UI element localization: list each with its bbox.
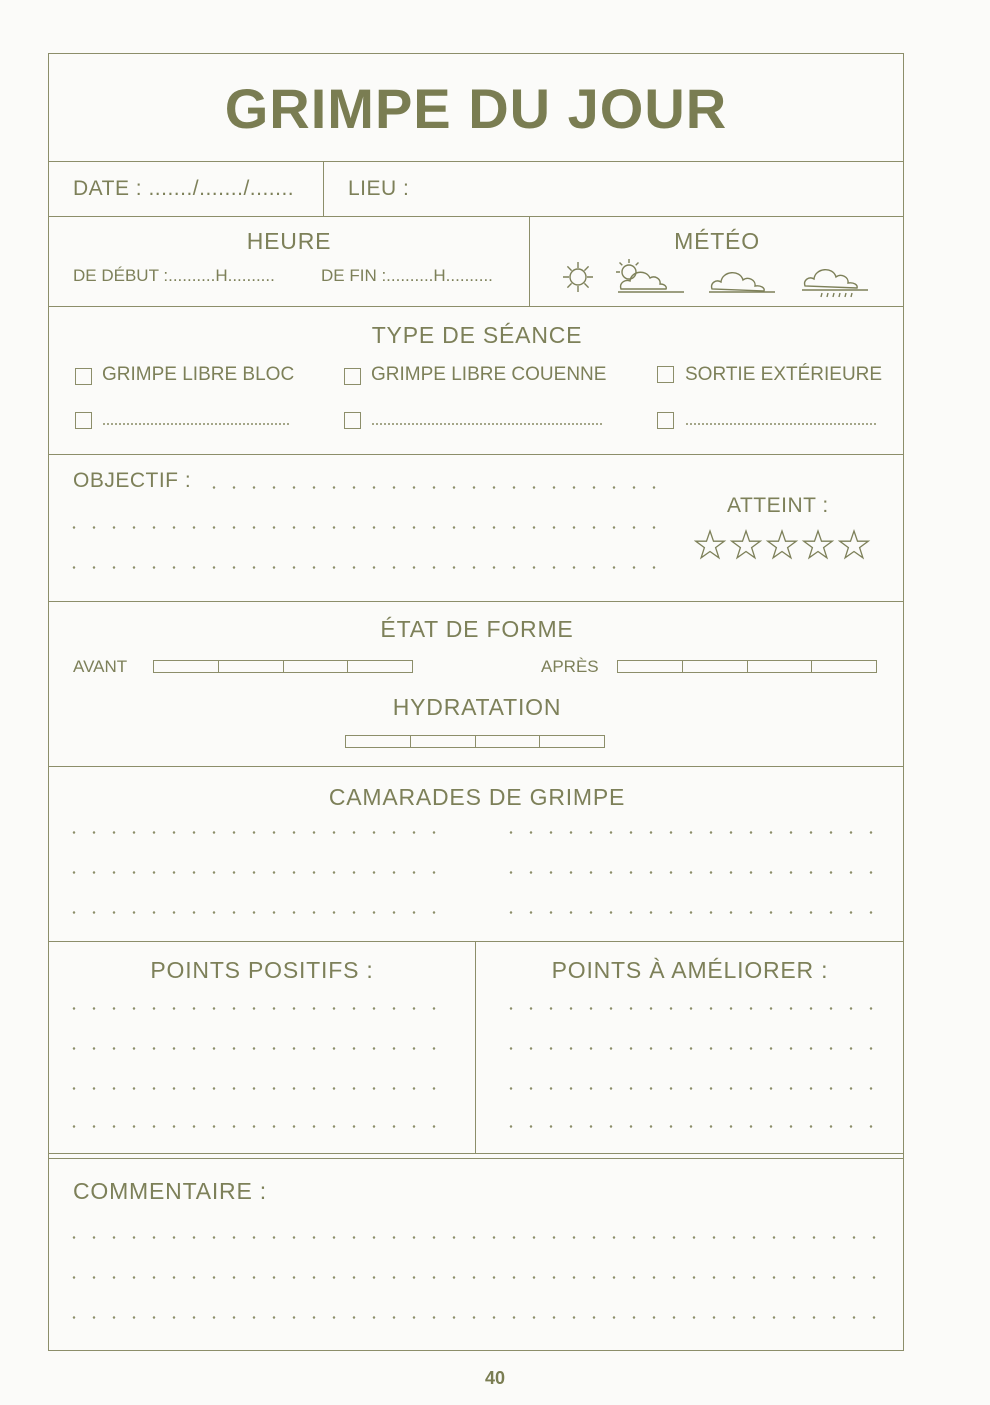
custom-seance-field-1[interactable] bbox=[102, 423, 290, 425]
cloud-icon[interactable] bbox=[707, 260, 779, 294]
positifs-line[interactable] bbox=[64, 1047, 444, 1050]
star-icon bbox=[840, 531, 869, 558]
custom-checkbox-3[interactable] bbox=[657, 412, 674, 429]
divider bbox=[49, 766, 903, 767]
points-positifs-heading: POINTS POSITIFS : bbox=[150, 957, 374, 983]
divider bbox=[49, 216, 903, 217]
positifs-line[interactable] bbox=[64, 1125, 444, 1128]
ameliorer-line[interactable] bbox=[501, 1047, 881, 1050]
hydratation-scale[interactable] bbox=[345, 735, 605, 748]
apres-scale[interactable] bbox=[617, 660, 877, 673]
camarades-line[interactable] bbox=[64, 911, 444, 914]
objectif-line-2[interactable] bbox=[64, 526, 664, 529]
commentaire-heading: COMMENTAIRE : bbox=[73, 1178, 267, 1204]
meteo-heading: MÉTÉO bbox=[674, 228, 760, 254]
bloc-label: GRIMPE LIBRE BLOC bbox=[102, 364, 295, 385]
divider bbox=[323, 161, 324, 217]
divider bbox=[49, 1158, 903, 1159]
custom-checkbox-1[interactable] bbox=[75, 412, 92, 429]
camarades-line[interactable] bbox=[64, 831, 444, 834]
star-icon bbox=[804, 531, 833, 558]
camarades-line[interactable] bbox=[501, 871, 881, 874]
objectif-line-1[interactable] bbox=[204, 486, 664, 489]
bloc-checkbox[interactable] bbox=[75, 368, 92, 385]
camarades-line[interactable] bbox=[501, 911, 881, 914]
camarades-line[interactable] bbox=[501, 831, 881, 834]
divider bbox=[49, 161, 903, 162]
ameliorer-line[interactable] bbox=[501, 1007, 881, 1010]
ameliorer-line[interactable] bbox=[501, 1087, 881, 1090]
heure-heading: HEURE bbox=[246, 228, 332, 254]
divider bbox=[49, 454, 903, 455]
sun-icon[interactable] bbox=[561, 260, 595, 294]
positifs-line[interactable] bbox=[64, 1087, 444, 1090]
star-icon bbox=[732, 531, 761, 558]
divider bbox=[49, 1153, 903, 1154]
points-ameliorer-heading: POINTS À AMÉLIORER : bbox=[551, 957, 829, 983]
rain-cloud-icon[interactable] bbox=[800, 259, 872, 299]
sun-cloud-icon[interactable] bbox=[615, 258, 687, 294]
objectif-label: OBJECTIF : bbox=[73, 469, 192, 492]
commentaire-line[interactable] bbox=[64, 1316, 884, 1319]
hydratation-heading: HYDRATATION bbox=[392, 694, 562, 720]
date-field[interactable]: DATE : ......./......./....... bbox=[73, 177, 295, 200]
avant-scale[interactable] bbox=[153, 660, 413, 673]
lieu-field[interactable]: LIEU : bbox=[348, 177, 410, 200]
star-icon bbox=[696, 531, 725, 558]
positifs-line[interactable] bbox=[64, 1007, 444, 1010]
ameliorer-line[interactable] bbox=[501, 1125, 881, 1128]
couenne-label: GRIMPE LIBRE COUENNE bbox=[371, 364, 607, 385]
apres-label: APRÈS bbox=[541, 657, 599, 676]
page-title: GRIMPE DU JOUR bbox=[224, 77, 728, 140]
custom-seance-field-2[interactable] bbox=[371, 423, 603, 425]
page-number: 40 bbox=[484, 1368, 506, 1388]
divider bbox=[49, 941, 903, 942]
forme-heading: ÉTAT DE FORME bbox=[380, 616, 574, 642]
commentaire-line[interactable] bbox=[64, 1276, 884, 1279]
objectif-line-3[interactable] bbox=[64, 566, 664, 569]
atteint-label: ATTEINT : bbox=[727, 494, 829, 517]
journal-form bbox=[48, 53, 904, 1351]
star-icon bbox=[768, 531, 797, 558]
camarades-heading: CAMARADES DE GRIMPE bbox=[328, 784, 626, 810]
custom-seance-field-3[interactable] bbox=[685, 423, 877, 425]
couenne-checkbox[interactable] bbox=[344, 368, 361, 385]
heure-debut-field[interactable]: DE DÉBUT :..........H.......... bbox=[73, 266, 275, 285]
camarades-line[interactable] bbox=[64, 871, 444, 874]
heure-fin-field[interactable]: DE FIN :..........H.......... bbox=[321, 266, 493, 285]
commentaire-line[interactable] bbox=[64, 1236, 884, 1239]
rating-stars bbox=[694, 529, 876, 563]
divider bbox=[49, 601, 903, 602]
seance-heading: TYPE DE SÉANCE bbox=[371, 322, 583, 348]
avant-label: AVANT bbox=[73, 657, 128, 676]
divider bbox=[49, 306, 903, 307]
custom-checkbox-2[interactable] bbox=[344, 412, 361, 429]
exterieure-checkbox[interactable] bbox=[657, 366, 674, 383]
exterieure-label: SORTIE EXTÉRIEURE bbox=[685, 364, 883, 385]
